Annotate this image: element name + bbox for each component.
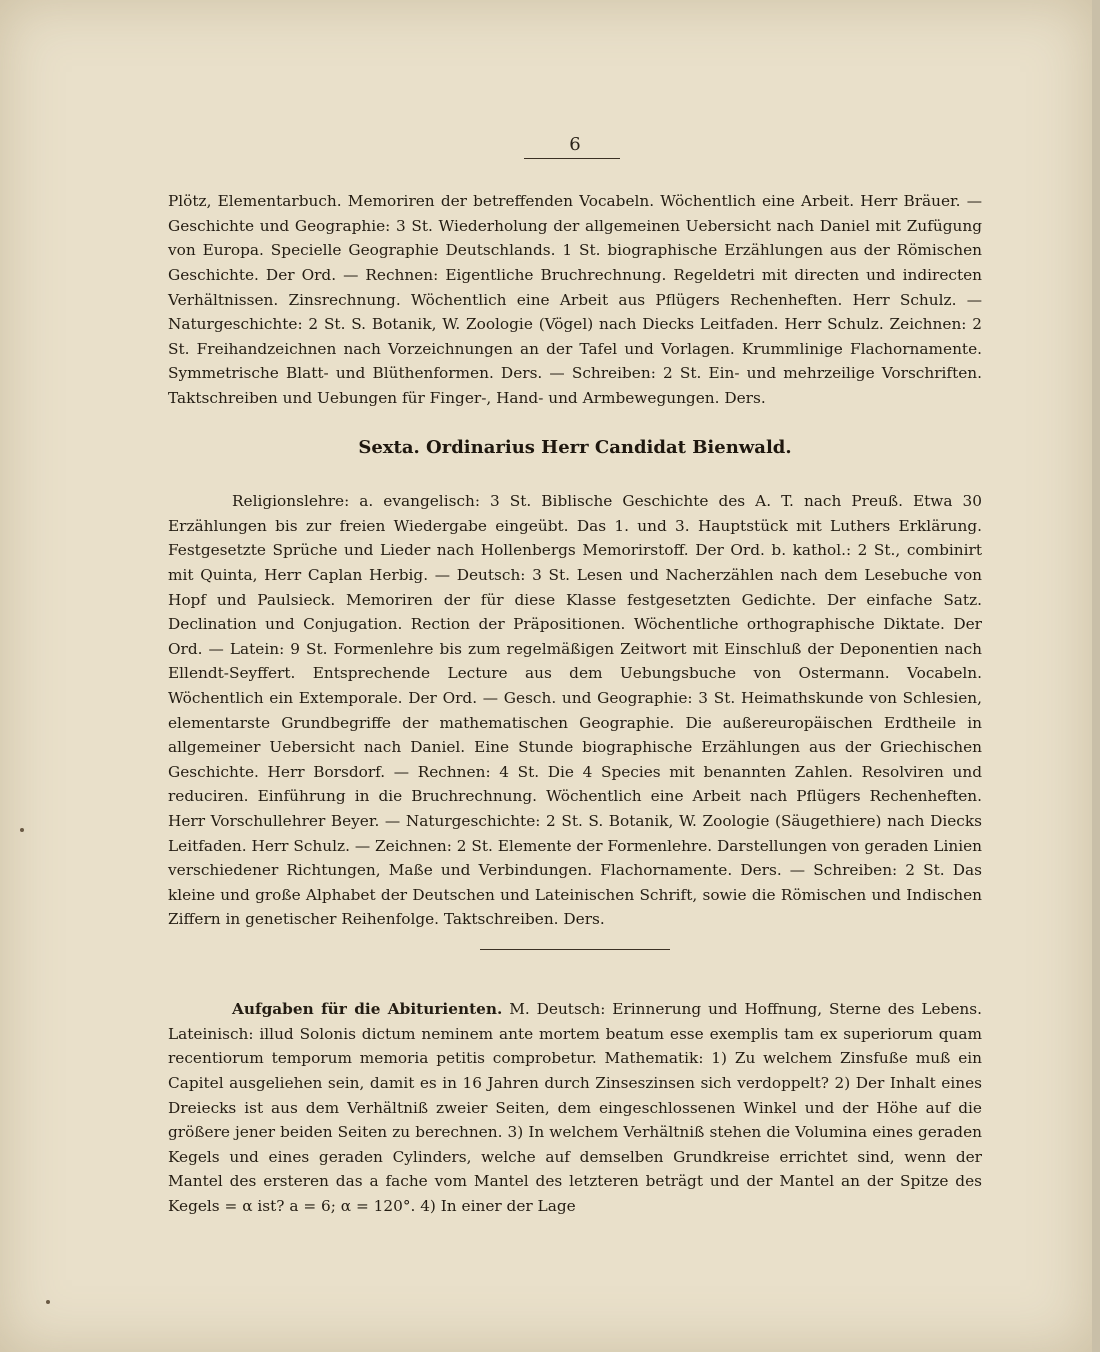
abitur-lead: Aufgaben für die Abiturienten. (232, 1000, 503, 1019)
curriculum-paragraph-quinta: Plötz, Elementarbuch. Memoriren der betreffenden Vocabeln. Wöchentlich eine Arbeit. Herr Bräuer. — Geschichte und Geographie: 3 St. Wiederholung der allgemeinen Uebersicht nach Daniel mit Zufügung von Europa. Specielle Geographie Deutschlands. 1 St. biographische Erzählungen aus der Römischen Geschichte. Der Ord. — Rechnen: Eigentliche Bruchrechnung. Regeldetri mit directen und indirecten Verhältnissen. Zinsrechnung. Wöchentlich eine Arbeit aus Pflügers Rechenheften. Herr Schulz. — Naturgeschichte: 2 St. S. Botanik, W. Zoologie (Vögel) nach Diecks Leitfaden. Herr Schulz. Zeichnen: 2 St. Freihandzeichnen nach Vorzeichnungen an der Tafel und Vorlagen. Krummlinige Flachornamente. Symmetrische Blatt- und Blüthenformen. Ders. — Schreiben: 2 St. Ein- und mehrzeilige Vorschriften. Taktschreiben und Uebungen für Finger-, Hand- und Armbewegungen. Ders. (168, 192, 982, 408)
abitur-paragraph (168, 997, 982, 1218)
curriculum-paragraph-sexta: Religionslehre: a. evangelisch: 3 St. Biblische Geschichte des A. T. nach Preuß. Etwa 30 Erzählungen bis zur freien Wiedergabe eingeübt. Das 1. und 3. Hauptstück mit Luthers Erklärung. Festgesetzte Sprüche und Lieder nach Hollenbergs Memorirstoff. Der Ord. b. kathol.: 2 St., combinirt mit Quinta, Herr Caplan Herbig. — Deutsch: 3 St. Lesen und Nacherzählen nach dem Lesebuche von Hopf und Paulsieck. Memoriren der für diese Klasse festgesetzten Gedichte. Der einfache Satz. Declination und Conjugation. Rection der Präpositionen. Wöchentliche orthographische Diktate. Der Ord. — Latein: 9 St. Formenlehre bis zum regelmäßigen Zeitwort mit Einschluß der Deponentien nach Ellendt-Seyffert. Entsprechende Lecture aus dem Uebungsbuche von Ostermann. Vocabeln. Wöchentlich ein Extemporale. Der Ord. — Gesch. und Geographie: 3 St. Heimathskunde von Schlesien, elementarste Grundbegriffe der mathematischen Geographie. Die außereuropäischen Erdtheile in allgemeiner Uebersicht nach Daniel. Eine Stunde biographische Erzählungen aus der Griechischen Geschichte. Herr Borsdorf. — Rechnen: 4 St. Die 4 Species mit benannten Zahlen. Resolviren und reduciren. Einführung in die Bruchrechnung. Wöchentlich eine Arbeit nach Pflügers Rechenheften. Herr Vorschullehrer Beyer. — Naturgeschichte: 2 St. S. Botanik, W. Zoologie (Säugethiere) nach Diecks Leitfaden. Herr Schulz. — Zeichnen: 2 St. Elemente der Formenlehre. Darstellungen von geraden Linien verschiedener Richtungen, Maße und Verbindungen. Flachornamente. Ders. — Schreiben: 2 St. Das kleine und große Alphabet der Deutschen und Lateinischen Schrift, sowie die Römischen und Indischen Ziffern in genetischer Reihenfolge. Taktschreiben. Ders. (168, 492, 982, 929)
paper-speck (20, 828, 24, 832)
section-heading-sexta: Sexta. Ordinarius Herr Candidat Bienwald. (358, 437, 792, 458)
page-number: 6 (569, 134, 581, 155)
paper-speck (46, 1300, 50, 1304)
abitur-text: M. Deutsch: Erinnerung und Hoffnung, Sterne des Lebens. Lateinisch: illud Solonis dictum neminem ante mortem beatum esse exemplis tam ex superiorum quam recentiorum temporum memoria petitis comprobetur. Mathematik: 1) Zu welchem Zinsfuße muß ein Capitel ausgeliehen sein, damit es in 16 Jahren durch Zinseszinsen sich verdoppelt? 2) Der Inhalt eines Dreiecks ist aus dem Verhältniß zweier Seiten, dem eingeschlossenen Winkel und der Höhe auf die größere jener beiden Seiten zu berechnen. 3) In welchem Verhältniß stehen die Volumina eines geraden Kegels und eines geraden Cylinders, welche auf demselben Grundkreise errichtet sind, wenn der Mantel des ersteren das a fache vom Mantel des letzteren beträgt und der Mantel an der Spitze des Kegels = α ist? a = 6; α = 120°. 4) In einer der Lage (168, 1000, 982, 1216)
section-divider (480, 949, 670, 950)
page-number-rule (524, 158, 620, 159)
